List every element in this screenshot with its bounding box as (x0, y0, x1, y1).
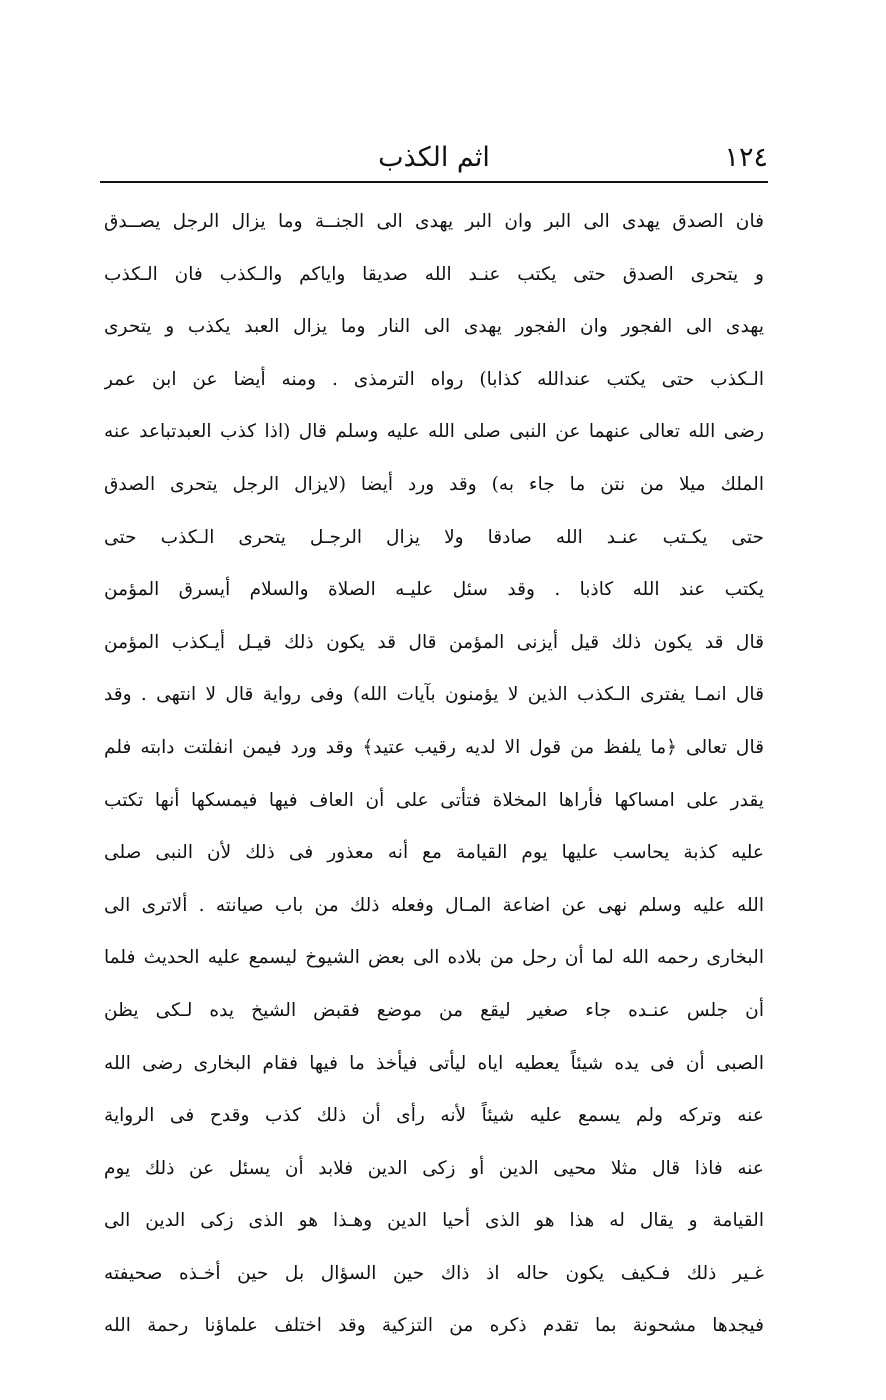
text-line: قال قد يكون ذلك قيل أيزنى المؤمن قال قد يكون ذلك قيـل أيـكذب المؤمن (104, 631, 764, 653)
page-header (100, 138, 768, 182)
text-line: الصبى أن فى يده شيئاً يعطيه اياه ليأتى فيأخذ ما فيها فقام البخارى رضى الله (104, 1052, 764, 1074)
text-line: يكتب عند الله كاذبا . وقد سئل عليـه الصلاة والسلام أيسرق المؤمن (104, 579, 764, 601)
text-line: فيجدها مشحونة بما تقدم ذكره من التزكية وقد اختلف علماؤنا رحمة الله (104, 1315, 764, 1337)
text-line: الـكذب حتى يكتب عندالله كذابا) رواه الترمذى . ومنه أيضا عن ابن عمر (104, 368, 764, 390)
text-line: يهدى الى الفجور وان الفجور يهدى الى النار وما يزال العبد يكذب و يتحرى (104, 316, 764, 338)
text-line: عنه وتركه ولم يسمع عليه شيئاً لأنه رأى أن ذلك كذب وقدح فى الرواية (104, 1105, 764, 1127)
text-line: الله عليه وسلم نهى عن اضاعة المـال وفعله ذلك من باب صيانته . ألاترى الى (104, 894, 764, 916)
text-line: الملك ميلا من نتن ما جاء به) وقد ورد أيضا (لايزال الرجل يتحرى الصدق (104, 473, 764, 495)
running-title: اثم الكذب (378, 142, 490, 173)
text-line: و يتحرى الصدق حتى يكتب عنـد الله صديقا واياكم والـكذب فان الـكذب (104, 263, 764, 285)
text-line: أن جلس عنـده جاء صغير ليقع من موضع فقبض الشيخ يده لـكى يظن (104, 999, 764, 1021)
text-line: عليه كذبة يحاسب عليها يوم القيامة مع أنه معذور فى ذلك لأن النبى صلى (104, 842, 764, 864)
page-number: ١٢٤ (724, 142, 768, 173)
text-line: قال تعالى ﴿ما يلفظ من قول الا لديه رقيب عتيد﴾ وقد ورد فيمن انفلتت دابته فلم (104, 736, 764, 758)
text-line: غـير ذلك فـكيف يكون حاله اذ ذاك حين السؤال بل حين أخـذه صحيفته (104, 1262, 764, 1284)
text-line: القيامة و يقال له هذا هو الذى أحيا الدين وهـذا هو الذى زكى الدين الى (104, 1210, 764, 1232)
text-line: يقدر على امساكها فأراها المخلاة فتأتى على أن العاف فيها فيمسكها أنها تكتب (104, 789, 764, 811)
text-line: حتى يكـتب عنـد الله صادقا ولا يزال الرجـل يتحرى الـكذب حتى (104, 526, 764, 548)
text-line: فان الصدق يهدى الى البر وان البر يهدى الى الجنــة وما يزال الرجل يصــدق (104, 211, 764, 232)
text-line: البخارى رحمه الله لما أن رحل من بلاده الى بعض الشيوخ ليسمع عليه الحديث فلما (104, 947, 764, 969)
text-line: عنه فاذا قال مثلا محيى الدين أو زكى الدين فلابد أن يسئل عن ذلك يوم (104, 1157, 764, 1179)
text-line: قال انمـا يفترى الـكذب الذين لا يؤمنون بآيات الله) وفى رواية قال لا انتهى . وقد (104, 684, 764, 706)
header-rule (100, 181, 768, 183)
text-line: رضى الله تعالى عنهما عن النبى صلى الله عليه وسلم قال (اذا كذب العبدتباعد عنه (104, 421, 764, 443)
body-text (104, 196, 764, 1353)
